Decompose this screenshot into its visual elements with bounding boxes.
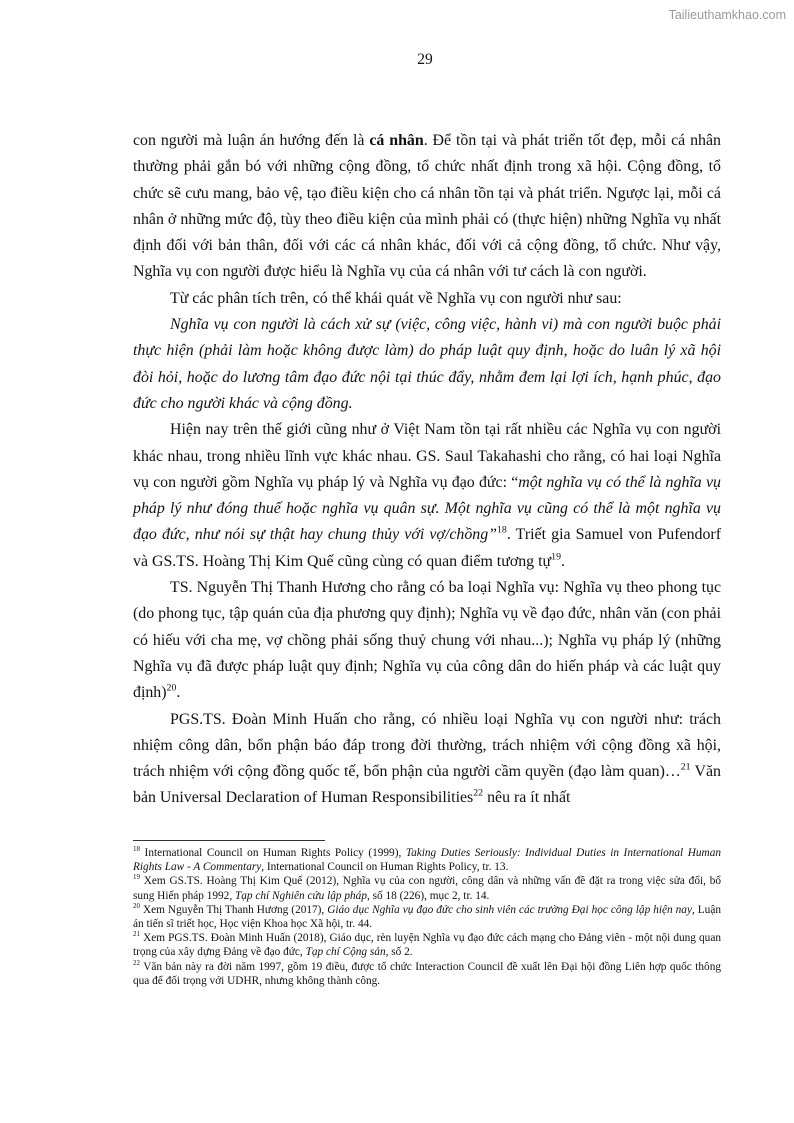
footnote-22: $^{22}$ Văn bản này ra đời năm 1997, gồm 19 điều, được tổ chức Interaction Council đề xuất lên Đại hội đồng Liên hợp quốc thông qua để đối trọng với UDHR, nhưng không thành công. (133, 958, 721, 987)
quotation: một nghĩa vụ có thể là nghĩa vụ pháp lý như đóng thuế hoặc nghĩa vụ quân sự. Một nghĩa vụ cũng có thể là một nghĩa vụ đạo đức, như nói sự thật hay chung thủy với vợ/chồng” (133, 473, 721, 544)
footnote-ref-21[interactable]: 21 (680, 761, 691, 773)
paragraph-1: con người mà luận án hướng đến là cá nhân. Để tồn tại và phát triển tốt đẹp, mỗi cá nhân thường phải gắn bó với những cộng đồng, tổ chức nhất định trong xã hội. Cộng đồng, tổ chức sẽ cưu mang, bảo vệ, tạo điều kiện cho cá nhân tồn tại và phát triển. Ngược lại, mỗi cá nhân ở những mức độ, tùy theo điều kiện của mình phải có (thực hiện) những Nghĩa vụ nhất định đối với bản thân, đối với các cá nhân khác, đối với cả cộng đồng, tổ chức. Như vậy, Nghĩa vụ con người được hiểu là Nghĩa vụ của cá nhân với tư cách là con người. (133, 132, 721, 281)
footnote-18: $^{18}$ International Council on Human Rights Policy (1999), Taking Duties Seriously: Individual Duties in International Human Rights Law - A Commentary, International Council on Human Rights Policy, tr. 13. (133, 845, 721, 874)
page-number: 29 (417, 51, 433, 68)
footnotes (133, 846, 721, 988)
footnote-20: $^{20}$ Xem Nguyễn Thị Thanh Hương (2017), Giáo dục Nghĩa vụ đạo đức cho sinh viên các trường Đại học công lập hiện nay, Luận án tiến sĩ triết học, Học viện Khoa học Xã hội, tr. 44. (133, 902, 721, 931)
paragraph-4: Hiện nay trên thế giới cũng như ở Việt Nam tồn tại rất nhiều các Nghĩa vụ con người khác nhau, trong nhiều lĩnh vực khác nhau. GS. Saul Takahashi cho rằng, có hai loại Nghĩa vụ con người gồm Nghĩa vụ pháp lý và Nghĩa vụ đạo đức: “một nghĩa vụ có thể là nghĩa vụ pháp lý như đóng thuế hoặc nghĩa vụ quân sự. Một nghĩa vụ cũng có thể là một nghĩa vụ đạo đức, như nói sự thật hay chung thủy với vợ/chồng”$^{18}$. Triết gia Samuel von Pufendorf và GS.TS. Hoàng Thị Kim Quế cũng cùng có quan điểm tương tự$^{19}$. (133, 421, 721, 570)
paragraph-6: PGS.TS. Đoàn Minh Huấn cho rằng, có nhiều loại Nghĩa vụ con người như: trách nhiệm công dân, bổn phận báo đáp trong đời thường, trách nhiệm với cộng đồng xã hội, trách nhiệm với cộng đồng quốc tế, bổn phận của người cầm quyền (đạo làm quan)…$^{21}$ Văn bản Universal Declaration of Human Responsibilities$^{22}$ nêu ra ít nhất (133, 710, 721, 807)
footnote-ref-20[interactable]: 20 (166, 682, 177, 694)
paragraph-2: Từ các phân tích trên, có thể khái quát về Nghĩa vụ con người như sau: (170, 289, 622, 307)
body-text (133, 128, 721, 812)
footnote-21: $^{21}$ Xem PGS.TS. Đoàn Minh Huấn (2018), Giáo dục, rèn luyện Nghĩa vụ đạo đức cách mạng cho Đảng viên - một nội dung quan trọng của xây dựng Đảng về đạo đức, Tạp chí Cộng sản, số 2. (133, 930, 721, 959)
footnote-19: $^{19}$ Xem GS.TS. Hoàng Thị Kim Quế (2012), Nghĩa vụ của con người, công dân và những vấn đề đặt ra trong việc sửa đổi, bổ sung Hiến pháp 1992, Tạp chí Nghiên cứu lập pháp, số 18 (226), mục 2, tr. 14. (133, 873, 721, 902)
footnote-separator (133, 840, 325, 841)
footnote-ref-19[interactable]: 19 (551, 551, 561, 563)
footnote-ref-22[interactable]: 22 (473, 788, 484, 800)
definition-paragraph: Nghĩa vụ con người là cách xử sự (việc, công việc, hành vi) mà con người buộc phải thực hiện (phải làm hoặc không được làm) do pháp luật quy định, hoặc do luân lý xã hội đòi hỏi, hoặc do lương tâm đạo đức nội tại thúc đẩy, nhằm đem lại lợi ích, hạnh phúc, đạo đức cho người khác và cộng đồng. (133, 316, 721, 412)
watermark: Tailieuthamkhao.com (668, 8, 786, 22)
paragraph-5: TS. Nguyễn Thị Thanh Hương cho rằng có ba loại Nghĩa vụ: Nghĩa vụ theo phong tục (do phong tục, tập quán của địa phương quy định); Nghĩa vụ về đạo đức, nhân văn (con phải có hiếu với cha mẹ, vợ chồng phải sống thuỷ chung với nhau...); Nghĩa vụ pháp lý (những Nghĩa vụ đã được pháp luật quy định; Nghĩa vụ của công dân do hiến pháp và các luật quy định)$^{20}$. (133, 579, 721, 702)
bold-term: cá nhân (369, 132, 424, 149)
footnote-ref-18[interactable]: 18 (497, 525, 507, 537)
